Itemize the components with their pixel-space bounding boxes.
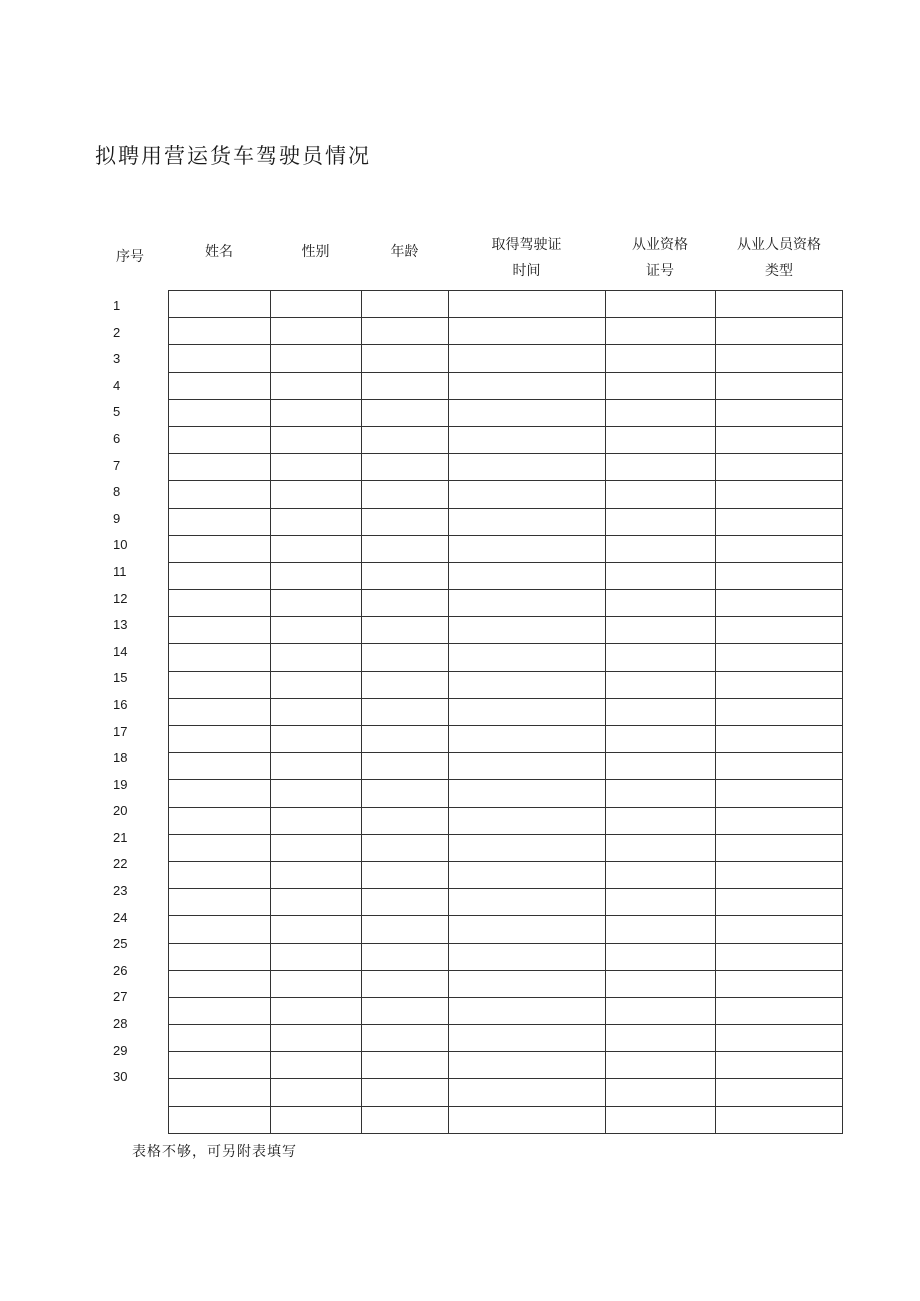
table-cell[interactable] bbox=[606, 916, 716, 943]
table-cell[interactable] bbox=[606, 1025, 716, 1052]
table-cell[interactable] bbox=[169, 535, 271, 562]
table-cell[interactable] bbox=[716, 834, 843, 861]
table-cell[interactable] bbox=[271, 1079, 362, 1106]
header-name: 姓名 bbox=[205, 244, 233, 260]
table-cell[interactable] bbox=[716, 970, 843, 997]
table-cell[interactable] bbox=[169, 1052, 271, 1079]
table-cell[interactable] bbox=[271, 426, 362, 453]
table-cell[interactable] bbox=[362, 943, 449, 970]
table-cell[interactable] bbox=[169, 970, 271, 997]
table-cell[interactable] bbox=[449, 970, 606, 997]
header-cert-no: 从业资格 证号 bbox=[632, 237, 688, 279]
table-cell[interactable] bbox=[362, 399, 449, 426]
table-cell[interactable] bbox=[362, 318, 449, 345]
table-cell[interactable] bbox=[716, 698, 843, 725]
table-cell[interactable] bbox=[271, 644, 362, 671]
table-cell[interactable] bbox=[362, 1052, 449, 1079]
row-number: 10 bbox=[113, 537, 128, 553]
row-number: 16 bbox=[113, 696, 128, 712]
table-row bbox=[169, 698, 843, 725]
table-row bbox=[169, 1106, 843, 1133]
table-cell[interactable] bbox=[716, 1052, 843, 1079]
table-cell[interactable] bbox=[449, 481, 606, 508]
table-cell[interactable] bbox=[449, 562, 606, 589]
table-row bbox=[169, 916, 843, 943]
table-row bbox=[169, 291, 843, 318]
table-cell[interactable] bbox=[271, 345, 362, 372]
row-number: 30 bbox=[113, 1069, 128, 1085]
table-cell[interactable] bbox=[716, 345, 843, 372]
table-cell[interactable] bbox=[271, 834, 362, 861]
table-row bbox=[169, 508, 843, 535]
table-row bbox=[169, 590, 843, 617]
table-cell[interactable] bbox=[271, 562, 362, 589]
table-row bbox=[169, 943, 843, 970]
table-cell[interactable] bbox=[606, 535, 716, 562]
table-cell[interactable] bbox=[271, 399, 362, 426]
table-cell[interactable] bbox=[716, 562, 843, 589]
table-cell[interactable] bbox=[716, 1106, 843, 1133]
table-cell[interactable] bbox=[716, 426, 843, 453]
table-row bbox=[169, 780, 843, 807]
row-number: 1 bbox=[113, 298, 121, 313]
table-cell[interactable] bbox=[169, 889, 271, 916]
footnote: 表格不够，可另附表填写 bbox=[132, 1144, 297, 1160]
row-number: 11 bbox=[113, 563, 127, 579]
table-cell[interactable] bbox=[606, 590, 716, 617]
table-cell[interactable] bbox=[362, 345, 449, 372]
table-cell[interactable] bbox=[449, 1079, 606, 1106]
row-number: 25 bbox=[113, 936, 128, 952]
table-cell[interactable] bbox=[716, 481, 843, 508]
table-cell[interactable] bbox=[716, 997, 843, 1024]
table-cell[interactable] bbox=[169, 318, 271, 345]
table-cell[interactable] bbox=[169, 807, 271, 834]
table-cell[interactable] bbox=[271, 753, 362, 780]
table-cell[interactable] bbox=[606, 943, 716, 970]
table-cell[interactable] bbox=[362, 426, 449, 453]
table-row bbox=[169, 1052, 843, 1079]
table-cell[interactable] bbox=[606, 1106, 716, 1133]
table-cell[interactable] bbox=[449, 753, 606, 780]
table-cell[interactable] bbox=[362, 997, 449, 1024]
table-cell[interactable] bbox=[716, 807, 843, 834]
table-cell[interactable] bbox=[716, 916, 843, 943]
row-number: 7 bbox=[113, 457, 121, 473]
row-number: 18 bbox=[113, 750, 128, 766]
table-cell[interactable] bbox=[169, 508, 271, 535]
table-cell[interactable] bbox=[716, 508, 843, 535]
table-cell[interactable] bbox=[362, 481, 449, 508]
header-seq: 序号 bbox=[116, 249, 144, 265]
table-cell[interactable] bbox=[716, 399, 843, 426]
table-cell[interactable] bbox=[449, 644, 606, 671]
row-number: 5 bbox=[113, 404, 121, 420]
table-row bbox=[169, 617, 843, 644]
table-cell[interactable] bbox=[449, 399, 606, 426]
table-cell[interactable] bbox=[449, 834, 606, 861]
table-cell[interactable] bbox=[449, 726, 606, 753]
row-number: 4 bbox=[113, 377, 121, 393]
row-number: 13 bbox=[113, 617, 128, 633]
table-cell[interactable] bbox=[449, 508, 606, 535]
table-cell[interactable] bbox=[362, 1025, 449, 1052]
table-cell[interactable] bbox=[606, 508, 716, 535]
table-cell[interactable] bbox=[449, 671, 606, 698]
table-cell[interactable] bbox=[449, 916, 606, 943]
table-cell[interactable] bbox=[606, 807, 716, 834]
row-number: 2 bbox=[113, 324, 121, 340]
table-row bbox=[169, 970, 843, 997]
row-number: 20 bbox=[113, 803, 128, 819]
table-cell[interactable] bbox=[606, 617, 716, 644]
table-row bbox=[169, 997, 843, 1024]
table-cell[interactable] bbox=[362, 753, 449, 780]
table-cell[interactable] bbox=[271, 889, 362, 916]
table-cell[interactable] bbox=[606, 1052, 716, 1079]
row-number: 26 bbox=[113, 962, 128, 978]
table-cell[interactable] bbox=[606, 454, 716, 481]
table-row bbox=[169, 644, 843, 671]
table-cell[interactable] bbox=[169, 590, 271, 617]
table-cell[interactable] bbox=[449, 807, 606, 834]
table-cell[interactable] bbox=[271, 671, 362, 698]
header-gender: 性别 bbox=[301, 244, 330, 260]
table-cell[interactable] bbox=[606, 562, 716, 589]
table-cell[interactable] bbox=[362, 861, 449, 888]
row-number: 6 bbox=[113, 430, 121, 446]
table-cell[interactable] bbox=[271, 807, 362, 834]
table-cell[interactable] bbox=[271, 1106, 362, 1133]
table-cell[interactable] bbox=[169, 671, 271, 698]
table-row bbox=[169, 426, 843, 453]
table-cell[interactable] bbox=[169, 698, 271, 725]
table-cell[interactable] bbox=[271, 617, 362, 644]
table-row bbox=[169, 318, 843, 345]
table-cell[interactable] bbox=[716, 1025, 843, 1052]
table-row bbox=[169, 834, 843, 861]
table-cell[interactable] bbox=[716, 318, 843, 345]
table-cell[interactable] bbox=[169, 291, 271, 318]
table-cell[interactable] bbox=[449, 345, 606, 372]
table-cell[interactable] bbox=[362, 780, 449, 807]
table-cell[interactable] bbox=[716, 617, 843, 644]
table-cell[interactable] bbox=[449, 997, 606, 1024]
table-cell[interactable] bbox=[716, 780, 843, 807]
table-cell[interactable] bbox=[362, 372, 449, 399]
table-cell[interactable] bbox=[716, 1079, 843, 1106]
table-cell[interactable] bbox=[449, 291, 606, 318]
row-number: 23 bbox=[113, 883, 128, 899]
table-cell[interactable] bbox=[169, 617, 271, 644]
table-cell[interactable] bbox=[606, 291, 716, 318]
table-cell[interactable] bbox=[362, 1079, 449, 1106]
table-cell[interactable] bbox=[449, 889, 606, 916]
table-cell[interactable] bbox=[271, 698, 362, 725]
table-cell[interactable] bbox=[606, 970, 716, 997]
table-cell[interactable] bbox=[271, 535, 362, 562]
driver-table bbox=[168, 290, 843, 1134]
table-cell[interactable] bbox=[606, 753, 716, 780]
table-row bbox=[169, 671, 843, 698]
row-number: 8 bbox=[113, 484, 121, 500]
table-row bbox=[169, 535, 843, 562]
table-cell[interactable] bbox=[606, 372, 716, 399]
table-cell[interactable] bbox=[449, 698, 606, 725]
table-cell[interactable] bbox=[449, 590, 606, 617]
table-cell[interactable] bbox=[169, 372, 271, 399]
table-cell[interactable] bbox=[362, 535, 449, 562]
table-cell[interactable] bbox=[169, 753, 271, 780]
table-cell[interactable] bbox=[716, 671, 843, 698]
table-row bbox=[169, 481, 843, 508]
table-cell[interactable] bbox=[362, 454, 449, 481]
row-number: 9 bbox=[113, 510, 121, 526]
table-row bbox=[169, 889, 843, 916]
table-cell[interactable] bbox=[449, 454, 606, 481]
row-number: 28 bbox=[113, 1016, 128, 1032]
table-cell[interactable] bbox=[716, 291, 843, 318]
table-cell[interactable] bbox=[449, 861, 606, 888]
table-cell[interactable] bbox=[362, 508, 449, 535]
header-license-time: 取得驾驶证 时间 bbox=[491, 237, 562, 279]
table-cell[interactable] bbox=[362, 562, 449, 589]
table-cell[interactable] bbox=[606, 481, 716, 508]
header-cert-type: 从业人员资格 类型 bbox=[737, 237, 821, 279]
table-cell[interactable] bbox=[169, 1025, 271, 1052]
table-cell[interactable] bbox=[449, 1025, 606, 1052]
row-number: 24 bbox=[113, 909, 128, 925]
row-number: 12 bbox=[113, 590, 128, 606]
table-cell[interactable] bbox=[271, 861, 362, 888]
table-cell[interactable] bbox=[606, 671, 716, 698]
table-row bbox=[169, 562, 843, 589]
header-age: 年龄 bbox=[390, 244, 419, 260]
table-cell[interactable] bbox=[271, 454, 362, 481]
table-cell[interactable] bbox=[271, 916, 362, 943]
table-row bbox=[169, 726, 843, 753]
table-cell[interactable] bbox=[169, 780, 271, 807]
table-cell[interactable] bbox=[169, 1106, 271, 1133]
table-row bbox=[169, 454, 843, 481]
table-cell[interactable] bbox=[449, 426, 606, 453]
table-cell[interactable] bbox=[169, 861, 271, 888]
row-number: 29 bbox=[113, 1042, 128, 1058]
table-cell[interactable] bbox=[606, 399, 716, 426]
table-cell[interactable] bbox=[169, 562, 271, 589]
table-cell[interactable] bbox=[169, 454, 271, 481]
table-cell[interactable] bbox=[449, 617, 606, 644]
table-cell[interactable] bbox=[449, 1106, 606, 1133]
table-cell[interactable] bbox=[716, 861, 843, 888]
table-cell[interactable] bbox=[169, 345, 271, 372]
table-cell[interactable] bbox=[362, 726, 449, 753]
table-cell[interactable] bbox=[169, 399, 271, 426]
table-cell[interactable] bbox=[449, 372, 606, 399]
table-cell[interactable] bbox=[449, 535, 606, 562]
table-cell[interactable] bbox=[449, 1052, 606, 1079]
table-cell[interactable] bbox=[716, 644, 843, 671]
table-cell[interactable] bbox=[271, 590, 362, 617]
table-cell[interactable] bbox=[449, 780, 606, 807]
table-cell[interactable] bbox=[606, 834, 716, 861]
table-cell[interactable] bbox=[271, 318, 362, 345]
table-row bbox=[169, 861, 843, 888]
table-cell[interactable] bbox=[362, 671, 449, 698]
table-cell[interactable] bbox=[169, 916, 271, 943]
table-cell[interactable] bbox=[606, 780, 716, 807]
table-cell[interactable] bbox=[169, 481, 271, 508]
table-cell[interactable] bbox=[606, 644, 716, 671]
row-number: 19 bbox=[113, 776, 128, 792]
table-cell[interactable] bbox=[362, 807, 449, 834]
table-cell[interactable] bbox=[606, 889, 716, 916]
table-cell[interactable] bbox=[271, 1025, 362, 1052]
table-cell[interactable] bbox=[606, 426, 716, 453]
table-cell[interactable] bbox=[362, 970, 449, 997]
table-cell[interactable] bbox=[169, 943, 271, 970]
table-row bbox=[169, 807, 843, 834]
table-cell[interactable] bbox=[449, 943, 606, 970]
table-cell[interactable] bbox=[362, 1106, 449, 1133]
row-number: 22 bbox=[113, 856, 128, 872]
table-cell[interactable] bbox=[362, 889, 449, 916]
table-cell[interactable] bbox=[362, 590, 449, 617]
table-row bbox=[169, 372, 843, 399]
table-cell[interactable] bbox=[271, 481, 362, 508]
table-cell[interactable] bbox=[271, 508, 362, 535]
table-cell[interactable] bbox=[362, 698, 449, 725]
table-cell[interactable] bbox=[271, 780, 362, 807]
table-row bbox=[169, 1025, 843, 1052]
table-cell[interactable] bbox=[606, 698, 716, 725]
table-row bbox=[169, 399, 843, 426]
table-row bbox=[169, 753, 843, 780]
table-cell[interactable] bbox=[606, 1079, 716, 1106]
table-cell[interactable] bbox=[271, 970, 362, 997]
table-cell[interactable] bbox=[271, 943, 362, 970]
table-cell[interactable] bbox=[606, 726, 716, 753]
table-cell[interactable] bbox=[271, 726, 362, 753]
table-cell[interactable] bbox=[716, 535, 843, 562]
table-cell[interactable] bbox=[169, 426, 271, 453]
table-cell[interactable] bbox=[362, 291, 449, 318]
table-cell[interactable] bbox=[716, 943, 843, 970]
row-number: 15 bbox=[113, 670, 128, 686]
table-cell[interactable] bbox=[362, 916, 449, 943]
row-number: 21 bbox=[113, 829, 128, 845]
table-cell[interactable] bbox=[606, 345, 716, 372]
table-cell[interactable] bbox=[362, 834, 449, 861]
row-number: 27 bbox=[113, 989, 128, 1005]
table-cell[interactable] bbox=[716, 889, 843, 916]
table-cell[interactable] bbox=[271, 291, 362, 318]
table-cell[interactable] bbox=[169, 726, 271, 753]
table-cell[interactable] bbox=[169, 997, 271, 1024]
table-cell[interactable] bbox=[169, 644, 271, 671]
table-cell[interactable] bbox=[271, 997, 362, 1024]
table-cell[interactable] bbox=[271, 1052, 362, 1079]
table-cell[interactable] bbox=[362, 644, 449, 671]
table-row bbox=[169, 345, 843, 372]
table-cell[interactable] bbox=[716, 590, 843, 617]
table-cell[interactable] bbox=[716, 372, 843, 399]
table-cell[interactable] bbox=[362, 617, 449, 644]
table-cell[interactable] bbox=[716, 753, 843, 780]
table-cell[interactable] bbox=[169, 1079, 271, 1106]
table-cell[interactable] bbox=[606, 318, 716, 345]
table-cell[interactable] bbox=[716, 454, 843, 481]
page-title: 拟聘用营运货车驾驶员情况 bbox=[95, 144, 371, 168]
row-number-column bbox=[113, 293, 153, 1091]
table-cell[interactable] bbox=[271, 372, 362, 399]
row-number: 17 bbox=[113, 723, 128, 739]
table-cell[interactable] bbox=[716, 726, 843, 753]
table-cell[interactable] bbox=[169, 834, 271, 861]
table-row bbox=[169, 1079, 843, 1106]
table-cell[interactable] bbox=[606, 997, 716, 1024]
row-number: 14 bbox=[113, 643, 128, 659]
table-cell[interactable] bbox=[449, 318, 606, 345]
row-number: 3 bbox=[113, 351, 121, 367]
table-cell[interactable] bbox=[606, 861, 716, 888]
